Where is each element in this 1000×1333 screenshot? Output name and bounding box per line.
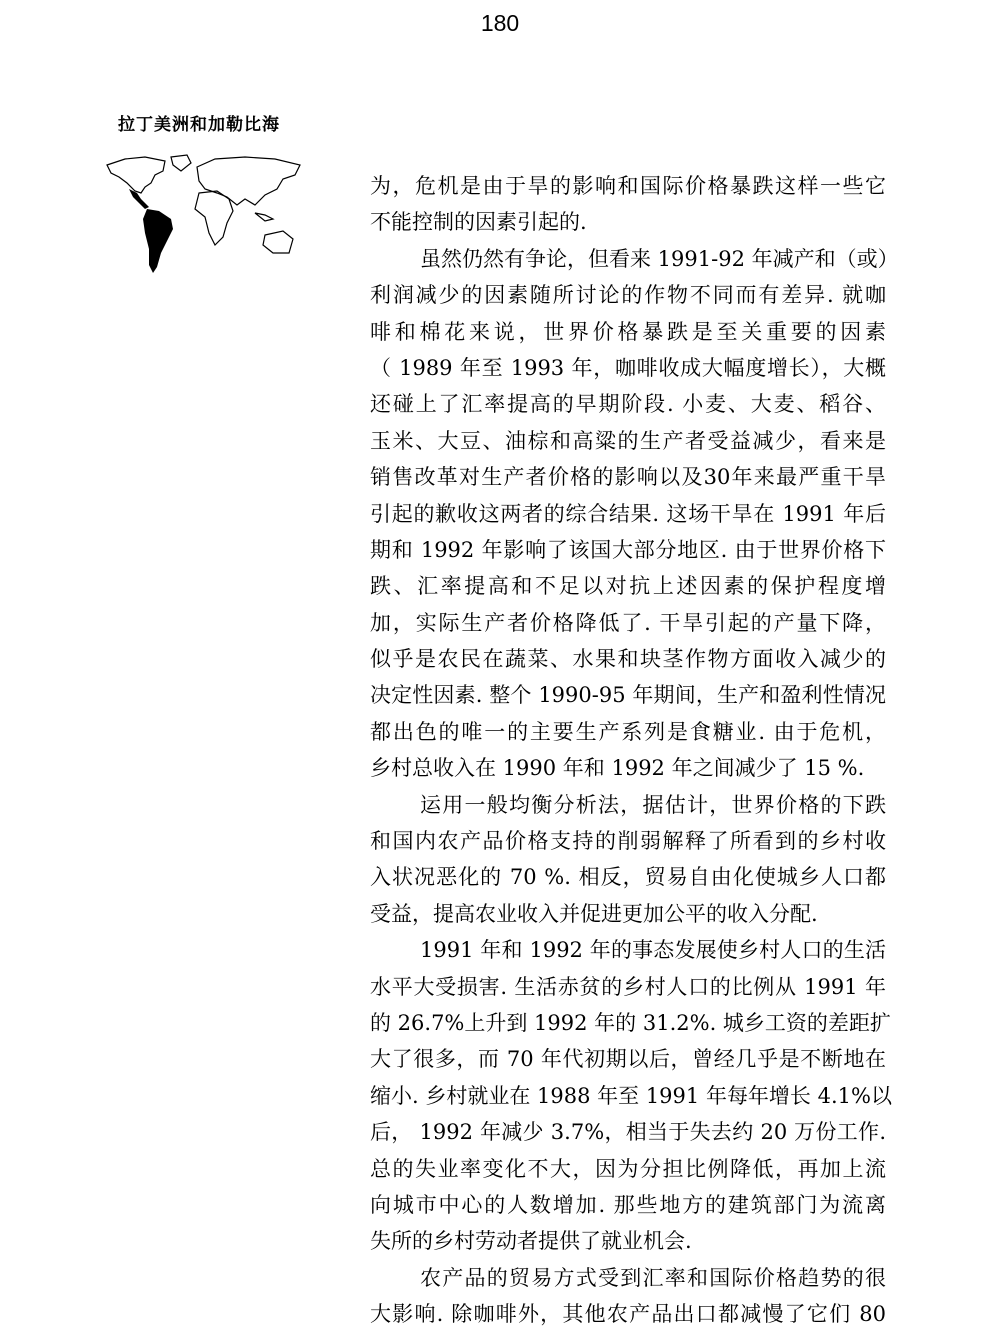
text-line: 受益，提高农业收入并促进更加公平的收入分配.: [370, 901, 818, 926]
text-line: 和国内农产品价格支持的削弱解释了所看到的乡村收: [370, 829, 886, 854]
text-line: 大影响. 除咖啡外，其他农产品出口都减慢了它们 80: [370, 1302, 886, 1327]
text-line: 入状况恶化的 70 %. 相反，贸易自由化使城乡人口都: [370, 865, 886, 890]
text-line: 啡和棉花来说，世界价格暴跌是至关重要的因素: [370, 319, 886, 344]
text-line: （ 1989 年至 1993 年，咖啡收成大幅度增长），大概: [370, 355, 886, 380]
text-line: 大了很多，而 70 年代初期以后，曾经几乎是不断地在: [370, 1047, 886, 1072]
text-line: 向城市中心的人数增加. 那些地方的建筑部门为流离: [370, 1192, 886, 1217]
text-line: 为，危机是由于旱的影响和国际价格暴跌这样一些它: [370, 174, 886, 198]
text-line: 后， 1992 年减少 3.7%，相当于失去约 20 万份工作.: [370, 1120, 886, 1145]
text-line: 利润减少的因素随所讨论的作物不同而有差异. 就咖: [370, 283, 886, 308]
text-line: 缩小. 乡村就业在 1988 年至 1991 年每年增长 4.1%以: [370, 1083, 892, 1108]
text-line: 乡村总收入在 1990 年和 1992 年之间减少了 15 %.: [370, 756, 865, 781]
text-line: 水平大受损害. 生活赤贫的乡村人口的比例从 1991 年: [370, 974, 886, 999]
text-line: 跌、汇率提高和不足以对抗上述因素的保护程度增: [370, 574, 886, 599]
text-line: 玉米、大豆、油棕和高粱的生产者受益减少，看来是: [370, 428, 886, 453]
text-line: 的 26.7%上升到 1992 年的 31.2%. 城乡工资的差距扩: [370, 1010, 891, 1035]
page-number: 180: [480, 10, 520, 36]
world-map-icon: [105, 153, 305, 278]
text-line: 都出色的唯一的主要生产系列是食糖业. 由于危机，: [370, 719, 886, 744]
text-line: 1991 年和 1992 年的事态发展使乡村人口的生活: [420, 938, 886, 963]
text-line: 决定性因素. 整个 1990-95 年期间，生产和盈利性情况: [370, 683, 886, 708]
text-line: 农产品的贸易方式受到汇率和国际价格趋势的很: [420, 1265, 886, 1290]
text-line: 还碰上了汇率提高的早期阶段. 小麦、大麦、稻谷、: [370, 392, 886, 417]
body-text: [370, 168, 899, 1333]
text-line: 似乎是农民在蔬菜、水果和块茎作物方面收入减少的: [370, 647, 886, 672]
text-line: 失所的乡村劳动者提供了就业机会.: [370, 1229, 692, 1254]
text-line: 加，实际生产者价格降低了. 干旱引起的产量下降，: [370, 610, 886, 635]
region-title: 拉丁美洲和加勒比海: [118, 115, 280, 135]
text-line: 不能控制的因素引起的.: [370, 210, 587, 235]
text-line: 期和 1992 年影响了该国大部分地区. 由于世界价格下: [370, 537, 886, 562]
text-line: 运用一般均衡分析法，据估计，世界价格的下跌: [420, 792, 886, 817]
text-line: 引起的歉收这两者的综合结果. 这场干旱在 1991 年后: [370, 501, 886, 526]
text-line: 总的失业率变化不大，因为分担比例降低，再加上流: [370, 1156, 886, 1181]
text-line: 销售改革对生产者价格的影响以及30年来最严重干旱: [370, 465, 886, 490]
text-line: 虽然仍然有争论，但看来 1991-92 年减产和（或）: [420, 246, 899, 271]
